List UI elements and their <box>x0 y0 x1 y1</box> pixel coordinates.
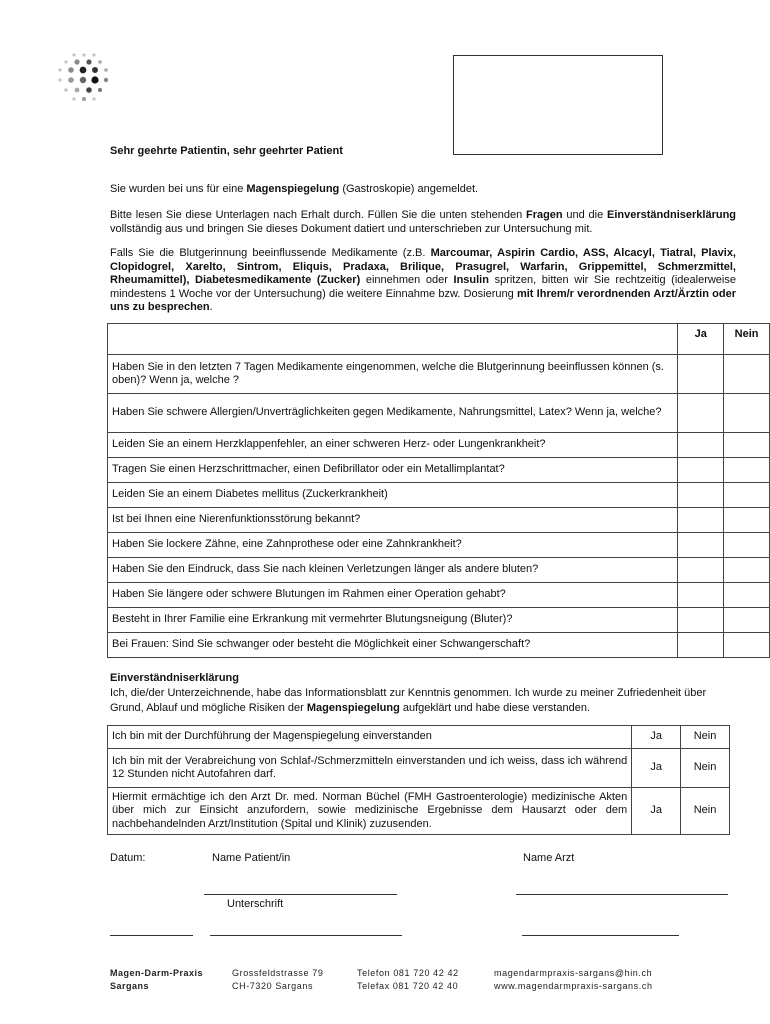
answer-yes-checkbox[interactable] <box>678 633 724 658</box>
date-line[interactable] <box>110 935 193 936</box>
questionnaire-header-row <box>108 324 770 355</box>
answer-yes-checkbox[interactable] <box>678 558 724 583</box>
answer-yes-checkbox[interactable] <box>678 508 724 533</box>
answer-yes-checkbox[interactable] <box>678 583 724 608</box>
footer-brand-line1: Magen-Darm-Praxis <box>110 968 204 978</box>
question-text: Tragen Sie einen Herzschrittmacher, einen Defibrillator oder ein Metallimplantat? <box>108 458 678 483</box>
answer-no-checkbox[interactable] <box>724 483 770 508</box>
doctor-signature-line[interactable] <box>522 935 679 936</box>
question-text: Haben Sie in den letzten 7 Tagen Medikamente eingenommen, welche die Blutgerinnung beeinflussen können (s. oben)? Wenn ja, welche ? <box>108 355 678 394</box>
consent-no-option[interactable]: Nein <box>681 788 730 835</box>
header-question-cell <box>108 324 678 355</box>
table-row <box>108 608 770 633</box>
answer-yes-checkbox[interactable] <box>678 355 724 394</box>
consent-statement: Hiermit ermächtige ich den Arzt Dr. med. Norman Büchel (FMH Gastroenterologie) medizinische Akten über mich zur Einsicht anzufordern, sowie medizinische Ergebnisse dem Hausarzt oder dem nachbehandelnden Arzt/Institution (Spital und Klinik) zuzusenden. <box>108 788 632 835</box>
table-row <box>108 633 770 658</box>
address-window-box <box>453 55 663 155</box>
answer-no-checkbox[interactable] <box>724 433 770 458</box>
intro-paragraph-2: Bitte lesen Sie diese Unterlagen nach Erhalt durch. Füllen Sie die unten stehenden Fragen und die Einverständniserklärung vollständig aus und bringen Sie dieses Dokument datiert und unterschrieben zur Untersuchung mit. <box>110 209 737 235</box>
consent-yes-option[interactable]: Ja <box>632 726 681 749</box>
question-text: Leiden Sie an einem Herzklappenfehler, an einer schweren Herz- oder Lungenkrankheit? <box>108 433 678 458</box>
table-row <box>108 788 730 835</box>
consent-statement: Ich bin mit der Durchführung der Magenspiegelung einverstanden <box>108 726 632 749</box>
answer-yes-checkbox[interactable] <box>678 483 724 508</box>
patient-name-label: Name Patient/in <box>212 852 291 864</box>
table-row <box>108 533 770 558</box>
answer-no-checkbox[interactable] <box>724 583 770 608</box>
signature-label: Unterschrift <box>227 898 284 910</box>
doctor-name-line[interactable] <box>516 894 728 895</box>
consent-yes-option[interactable]: Ja <box>632 749 681 788</box>
doctor-name-label: Name Arzt <box>523 852 575 864</box>
footer-email[interactable]: magendarmpraxis-sargans@hin.ch <box>494 968 653 978</box>
question-text: Haben Sie lockere Zähne, eine Zahnprothese oder eine Zahnkrankheit? <box>108 533 678 558</box>
intro-paragraph-3: Falls Sie die Blutgerinnung beeinflussende Medikamente (z.B. Marcoumar, Aspirin Cardio, ASS, Alcacyl, Tiatral, Plavix, Clopidogrel, Xarelto, Sintrom, Eliquis, Pradaxa, Brilique, Prasugrel, Warfarin, Grippemittel, Schmerzmittel, Rheumamittel), Diabetesmedikamente (Zucker) einnehmen oder Insulin spritzen, bitten wir Sie rechtzeitig (idealerweise mindestens 1 Woche vor der Untersuchung) die weitere Einnahme bzw. Dosierung mit Ihrem/r verordnenden Arzt/Ärztin oder uns zu besprechen. <box>110 247 736 314</box>
footer-brand-line2: Sargans <box>110 981 150 991</box>
table-row <box>108 355 770 394</box>
table-row <box>108 394 770 433</box>
answer-no-checkbox[interactable] <box>724 508 770 533</box>
intro-paragraph-1: Sie wurden bei uns für eine Magenspiegelung (Gastroskopie) angemeldet. <box>110 183 479 195</box>
table-row <box>108 583 770 608</box>
question-text: Bei Frauen: Sind Sie schwanger oder besteht die Möglichkeit einer Schwangerschaft? <box>108 633 678 658</box>
questionnaire-table <box>107 323 770 658</box>
question-text: Besteht in Ihrer Familie eine Erkrankung mit vermehrter Blutungsneigung (Bluter)? <box>108 608 678 633</box>
answer-yes-checkbox[interactable] <box>678 533 724 558</box>
consent-table <box>107 725 730 835</box>
consent-no-option[interactable]: Nein <box>681 726 730 749</box>
patient-name-line[interactable] <box>204 894 397 895</box>
table-row <box>108 433 770 458</box>
header-yes: Ja <box>678 324 724 355</box>
table-row <box>108 508 770 533</box>
table-row <box>108 483 770 508</box>
footer-web[interactable]: www.magendarmpraxis-sargans.ch <box>494 981 653 991</box>
answer-yes-checkbox[interactable] <box>678 394 724 433</box>
answer-no-checkbox[interactable] <box>724 355 770 394</box>
patient-signature-line[interactable] <box>210 935 402 936</box>
answer-no-checkbox[interactable] <box>724 458 770 483</box>
answer-yes-checkbox[interactable] <box>678 433 724 458</box>
table-row <box>108 458 770 483</box>
salutation: Sehr geehrte Patientin, sehr geehrter Patient <box>110 145 343 157</box>
consent-text: Ich, die/der Unterzeichnende, habe das Informationsblatt zur Kenntnis genommen. Ich wurde zu meiner Zufriedenheit über Grund, Ablauf und mögliche Risiken der Magenspiegelung aufgeklärt und habe diese verstanden. <box>110 687 707 714</box>
table-row <box>108 558 770 583</box>
practice-logo <box>54 50 114 106</box>
footer-phones <box>357 967 459 993</box>
answer-no-checkbox[interactable] <box>724 633 770 658</box>
header-no: Nein <box>724 324 770 355</box>
question-text: Ist bei Ihnen eine Nierenfunktionsstörung bekannt? <box>108 508 678 533</box>
question-text: Leiden Sie an einem Diabetes mellitus (Zuckerkrankheit) <box>108 483 678 508</box>
consent-yes-option[interactable]: Ja <box>632 788 681 835</box>
question-text: Haben Sie schwere Allergien/Unverträglichkeiten gegen Medikamente, Nahrungsmittel, Latex? Wenn ja, welche? <box>108 394 678 433</box>
question-text: Haben Sie längere oder schwere Blutungen im Rahmen einer Operation gehabt? <box>108 583 678 608</box>
table-row <box>108 749 730 788</box>
answer-no-checkbox[interactable] <box>724 558 770 583</box>
answer-no-checkbox[interactable] <box>724 533 770 558</box>
consent-no-option[interactable]: Nein <box>681 749 730 788</box>
question-text: Haben Sie den Eindruck, dass Sie nach kleinen Verletzungen länger als andere bluten? <box>108 558 678 583</box>
date-label: Datum: <box>110 852 146 864</box>
consent-heading: Einverständniserklärung <box>110 672 239 684</box>
footer-address <box>232 967 323 993</box>
footer-street: Grossfeldstrasse 79 <box>232 968 324 978</box>
footer-phone: Telefon 081 720 42 42 <box>357 968 459 978</box>
footer-brand <box>110 967 203 993</box>
footer-fax: Telefax 081 720 42 40 <box>357 981 459 991</box>
answer-no-checkbox[interactable] <box>724 608 770 633</box>
footer-city: CH-7320 Sargans <box>232 981 314 991</box>
answer-yes-checkbox[interactable] <box>678 458 724 483</box>
answer-no-checkbox[interactable] <box>724 394 770 433</box>
consent-statement: Ich bin mit der Verabreichung von Schlaf-/Schmerzmitteln einverstanden und ich weiss, dass ich während 12 Stunden nicht Autofahren darf. <box>108 749 632 788</box>
table-row <box>108 726 730 749</box>
answer-yes-checkbox[interactable] <box>678 608 724 633</box>
footer-contact <box>494 967 653 993</box>
